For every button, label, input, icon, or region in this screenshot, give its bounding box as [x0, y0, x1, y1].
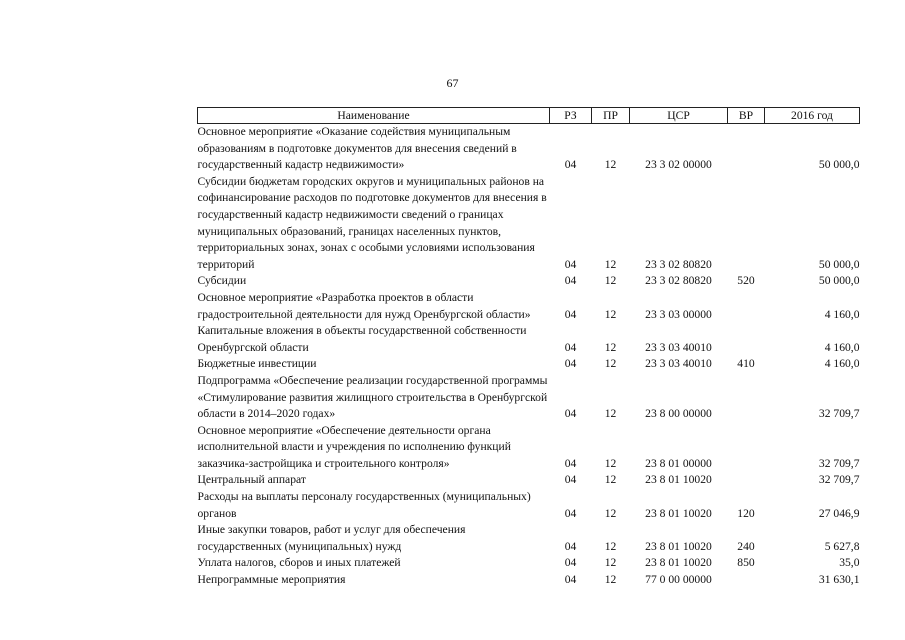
row-name: Уплата налогов, сборов и иных платежей — [197, 556, 401, 570]
row-csr: 23 8 01 10020 — [645, 473, 712, 487]
row-pr: 12 — [604, 456, 617, 470]
row-sum: 31 630,1 — [818, 573, 860, 587]
header-vr: ВР — [728, 108, 765, 124]
row-rz: 04 — [564, 257, 577, 271]
row-rz: 04 — [564, 357, 577, 371]
row-vr: 850 — [737, 556, 755, 570]
table-row — [198, 555, 860, 572]
row-csr: 23 3 03 00000 — [645, 307, 712, 321]
table-row — [198, 290, 860, 323]
row-name: Основное мероприятие «Оказание содействия муниципальным образованиям в подготовке документов для внесения сведений в государственный кадастр недвижимости» — [197, 125, 517, 172]
table-row — [198, 356, 860, 373]
row-pr: 12 — [604, 407, 617, 421]
row-name: Непрограммные мероприятия — [197, 573, 346, 587]
row-rz: 04 — [564, 506, 577, 520]
table-row — [198, 489, 860, 522]
row-vr: 410 — [737, 357, 755, 371]
row-vr — [728, 572, 765, 589]
row-rz: 04 — [564, 473, 577, 487]
table-row — [198, 273, 860, 290]
row-sum: 50 000,0 — [818, 274, 860, 288]
row-sum: 4 160,0 — [824, 307, 860, 321]
row-pr: 12 — [604, 473, 617, 487]
row-pr: 12 — [604, 539, 617, 553]
header-name: Наименование — [198, 108, 550, 124]
row-sum: 32 709,7 — [818, 473, 860, 487]
row-csr: 77 0 00 00000 — [645, 573, 712, 587]
row-sum: 32 709,7 — [818, 407, 860, 421]
row-vr — [728, 423, 765, 473]
row-pr: 12 — [604, 340, 617, 354]
row-name: Иные закупки товаров, работ и услуг для обеспечения государственных (муниципальных) нужд — [197, 523, 466, 553]
table-row — [198, 174, 860, 274]
row-pr: 12 — [604, 556, 617, 570]
table-header-row — [198, 108, 860, 124]
row-name: Бюджетные инвестиции — [197, 357, 317, 371]
row-sum: 32 709,7 — [818, 456, 860, 470]
page-number: 67 — [446, 76, 459, 90]
row-csr: 23 8 01 10020 — [645, 539, 712, 553]
row-sum: 4 160,0 — [824, 357, 860, 371]
table-row — [198, 472, 860, 489]
row-pr: 12 — [604, 573, 617, 587]
row-rz: 04 — [564, 340, 577, 354]
row-vr — [728, 472, 765, 489]
row-vr — [728, 323, 765, 356]
header-year: 2016 год — [765, 108, 860, 124]
table-row — [198, 572, 860, 589]
row-pr: 12 — [604, 357, 617, 371]
row-vr — [728, 174, 765, 274]
row-name: Основное мероприятие «Разработка проектов в области градостроительной деятельности для нужд Оренбургской области» — [197, 290, 531, 321]
row-rz: 04 — [564, 573, 577, 587]
row-vr: 120 — [737, 506, 755, 520]
row-csr: 23 3 03 40010 — [645, 340, 712, 354]
row-csr: 23 8 01 10020 — [645, 506, 712, 520]
row-csr: 23 3 02 00000 — [645, 158, 712, 172]
row-csr: 23 3 02 80820 — [645, 257, 712, 271]
row-csr: 23 3 02 80820 — [645, 274, 712, 288]
row-vr — [728, 124, 765, 174]
row-csr: 23 8 01 00000 — [645, 456, 712, 470]
row-pr: 12 — [604, 158, 617, 172]
row-rz: 04 — [564, 158, 577, 172]
row-rz: 04 — [564, 307, 577, 321]
header-csr: ЦСР — [630, 108, 728, 124]
row-csr: 23 8 01 10020 — [645, 556, 712, 570]
row-name: Подпрограмма «Обеспечение реализации государственной программы «Стимулирование развития жилищного строительства в Оренбургской области в 2014–2020 годах» — [197, 373, 548, 421]
row-sum: 5 627,8 — [824, 539, 860, 553]
row-pr: 12 — [604, 506, 617, 520]
row-vr: 240 — [737, 539, 755, 553]
header-rz: РЗ — [550, 108, 592, 124]
row-rz: 04 — [564, 556, 577, 570]
row-rz: 04 — [564, 407, 577, 421]
row-sum: 4 160,0 — [824, 340, 860, 354]
table-row — [198, 522, 860, 555]
row-pr: 12 — [604, 274, 617, 288]
row-rz: 04 — [564, 539, 577, 553]
row-rz: 04 — [564, 274, 577, 288]
row-sum: 50 000,0 — [818, 158, 860, 172]
row-name: Субсидии бюджетам городских округов и муниципальных районов на софинансирование расходов по подготовке документов для внесения в государственный кадастр недвижимости сведений о границах муниципальных образований, границах населенных пунктов, территориальных зонах, зонах с особыми условиями использования территорий — [197, 174, 547, 271]
row-name: Расходы на выплаты персоналу государственных (муниципальных) органов — [197, 490, 531, 520]
row-sum: 35,0 — [839, 556, 860, 570]
row-rz: 04 — [564, 456, 577, 470]
row-vr — [728, 290, 765, 323]
row-name: Центральный аппарат — [197, 473, 306, 487]
row-name: Основное мероприятие «Обеспечение деятельности органа исполнительной власти и учреждения по исполнению функций заказчика-застройщика и строительного контроля» — [197, 423, 511, 470]
row-name: Субсидии — [197, 274, 247, 288]
table-row — [198, 423, 860, 473]
row-csr: 23 3 03 40010 — [645, 357, 712, 371]
row-pr: 12 — [604, 257, 617, 271]
table-row — [198, 323, 860, 356]
row-sum: 50 000,0 — [818, 257, 860, 271]
table-row — [198, 373, 860, 423]
row-pr: 12 — [604, 307, 617, 321]
row-csr: 23 8 00 00000 — [645, 407, 712, 421]
budget-table — [197, 107, 860, 589]
row-vr — [728, 373, 765, 423]
row-name: Капитальные вложения в объекты государственной собственности Оренбургской области — [197, 324, 527, 354]
header-pr: ПР — [592, 108, 630, 124]
table-row — [198, 124, 860, 174]
row-sum: 27 046,9 — [818, 506, 860, 520]
row-vr: 520 — [737, 274, 755, 288]
